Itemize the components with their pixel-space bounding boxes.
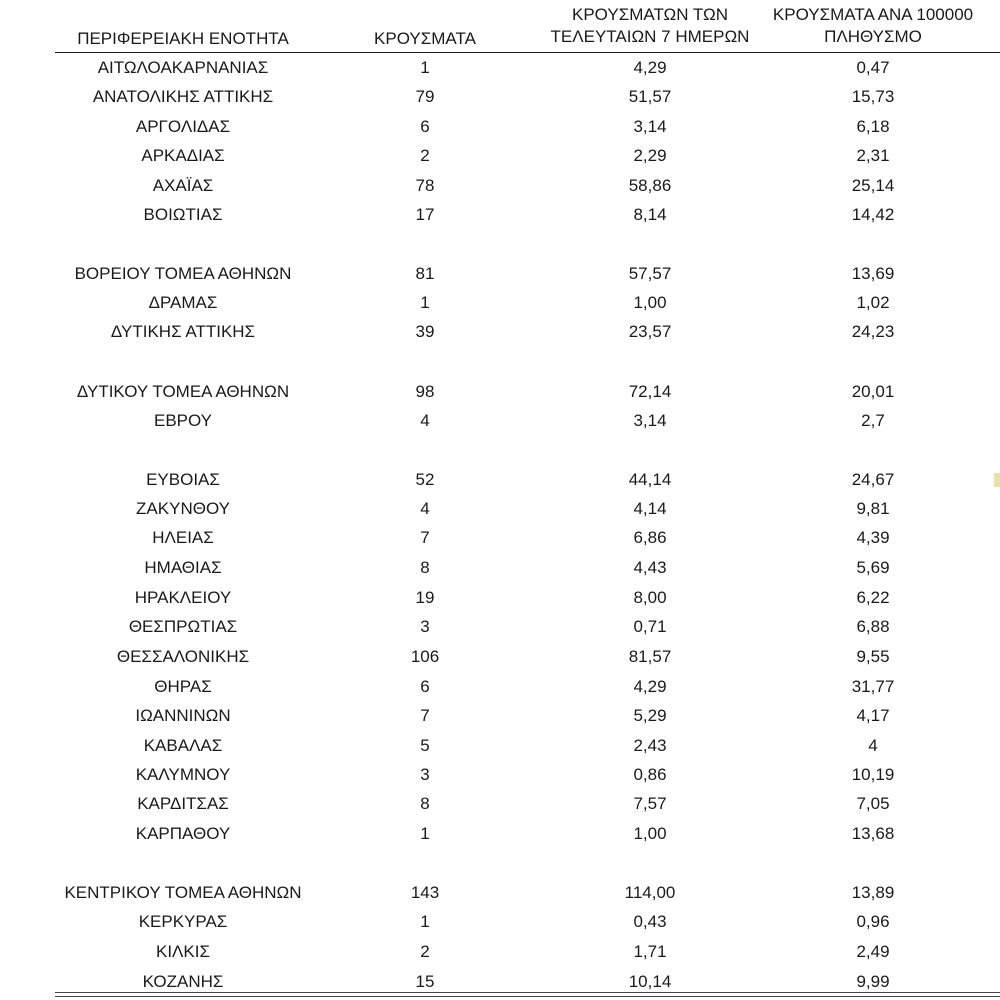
table-row: [0, 970, 1000, 994]
cases-7-days-cell: 1,00: [633, 293, 667, 312]
table-row: [0, 763, 1000, 787]
cases-7-days-cell: 51,57: [628, 87, 672, 106]
cases-7-days-cell: 23,57: [628, 322, 672, 341]
header-rule: [55, 52, 1000, 53]
cases-per-100000-cell: 14,42: [851, 205, 895, 224]
region-cell: ΚΑΒΑΛΑΣ: [143, 736, 223, 755]
cases-cell: 1: [420, 58, 430, 77]
cases-cell: 8: [420, 794, 430, 813]
cases-7-days-cell: 3,14: [633, 117, 667, 136]
cases-per-100000-cell: 7,05: [856, 794, 890, 813]
cases-7-days-cell: 4,43: [633, 558, 667, 577]
table-row: [0, 174, 1000, 198]
cases-7-days-cell: 58,86: [628, 176, 672, 195]
table-row: [0, 380, 1000, 404]
cases-7-days-cell: 4,14: [633, 499, 667, 518]
cases-per-100000-cell: 15,73: [851, 87, 895, 106]
cases-cell: 3: [420, 617, 430, 636]
table-row: [0, 291, 1000, 315]
cases-7-days-cell: 8,00: [633, 588, 667, 607]
table-row: [0, 115, 1000, 139]
cases-cell: 4: [420, 411, 430, 430]
header-cases-line: ΚΡΟΥΣΜΑΤΑ: [374, 29, 476, 48]
cases-cell: 78: [415, 176, 435, 195]
region-cell: ΚΕΡΚΥΡΑΣ: [138, 912, 228, 931]
cases-cell: 79: [415, 87, 435, 106]
cases-per-100000-cell: 9,55: [856, 647, 890, 666]
cases-cell: 1: [420, 293, 430, 312]
cases-per-100000-cell: 9,81: [856, 499, 890, 518]
cases-cell: 19: [415, 588, 435, 607]
cases-cell: 7: [420, 528, 430, 547]
table-row: [0, 645, 1000, 669]
region-cell: ΚΟΖΑΝΗΣ: [142, 972, 224, 991]
cases-per-100000-cell: 4,39: [856, 528, 890, 547]
cases-per-100000-cell: 2,7: [861, 411, 885, 430]
region-cell: ΑΡΓΟΛΙΔΑΣ: [135, 117, 231, 136]
region-cell: ΚΑΛΥΜΝΟΥ: [135, 765, 231, 784]
region-cell: ΘΕΣΣΑΛΟΝΙΚΗΣ: [116, 647, 250, 666]
table-row: [0, 675, 1000, 699]
table-row: [0, 822, 1000, 846]
region-cell: ΗΛΕΙΑΣ: [152, 528, 214, 547]
edge-highlight-mark: [994, 473, 1000, 487]
cases-per-100000-cell: 5,69: [856, 558, 890, 577]
region-cell: ΗΜΑΘΙΑΣ: [144, 558, 222, 577]
cases-per-100000-cell: 4: [868, 736, 878, 755]
cases-7-days-cell: 44,14: [628, 470, 672, 489]
footer-rule: [55, 992, 1000, 997]
header-cases-per-100000-line: ΚΡΟΥΣΜΑΤΑ ΑΝΑ 100000: [772, 5, 974, 24]
region-cell: ΕΥΒΟΙΑΣ: [146, 470, 220, 489]
table-row: [0, 704, 1000, 728]
region-cell: ΖΑΚΥΝΘΟΥ: [136, 499, 230, 518]
cases-7-days-cell: 2,43: [633, 736, 667, 755]
cases-7-days-cell: 57,57: [628, 264, 672, 283]
header-cases-7-days: [551, 4, 750, 48]
table-row: [0, 320, 1000, 344]
cases-per-100000-cell: 24,67: [851, 470, 895, 489]
header-cases-per-100000-line: ΠΛΗΘΥΣΜΟ: [824, 27, 922, 46]
cases-per-100000-cell: 13,89: [851, 883, 895, 902]
region-cell: ΕΒΡΟΥ: [153, 411, 213, 430]
cases-cell: 143: [410, 883, 440, 902]
header-region-line: ΠΕΡΙΦΕΡΕΙΑΚΗ ΕΝΟΤΗΤΑ: [77, 29, 289, 48]
cases-cell: 17: [415, 205, 435, 224]
cases-7-days-cell: 8,14: [633, 205, 667, 224]
region-cell: ΔΥΤΙΚΗΣ ΑΤΤΙΚΗΣ: [110, 322, 256, 341]
cases-cell: 5: [420, 736, 430, 755]
region-cell: ΗΡΑΚΛΕΙΟΥ: [134, 588, 232, 607]
cases-7-days-cell: 81,57: [628, 647, 672, 666]
cases-cell: 6: [420, 117, 430, 136]
cases-cell: 8: [420, 558, 430, 577]
cases-cell: 2: [420, 942, 430, 961]
cases-per-100000-cell: 0,96: [856, 912, 890, 931]
header-cases-per-100000: [773, 4, 973, 48]
table-row: [0, 526, 1000, 550]
cases-per-100000-cell: 6,88: [856, 617, 890, 636]
header-cases-7-days-line: ΤΕΛΕΥΤΑΙΩΝ 7 ΗΜΕΡΩΝ: [550, 27, 750, 46]
region-cell: ΒΟΙΩΤΙΑΣ: [143, 205, 223, 224]
table-row: [0, 409, 1000, 433]
cases-cell: 81: [415, 264, 435, 283]
cases-per-100000-cell: 2,31: [856, 146, 890, 165]
cases-per-100000-cell: 13,69: [851, 264, 895, 283]
table-row: [0, 468, 1000, 492]
table-row: [0, 203, 1000, 227]
table-row: [0, 85, 1000, 109]
region-cell: ΚΑΡΠΑΘΟΥ: [135, 824, 231, 843]
region-cell: ΚΕΝΤΡΙΚΟΥ ΤΟΜΕΑ ΑΘΗΝΩΝ: [64, 883, 302, 902]
cases-7-days-cell: 4,29: [633, 677, 667, 696]
cases-7-days-cell: 2,29: [633, 146, 667, 165]
cases-per-100000-cell: 13,68: [851, 824, 895, 843]
region-cell: ΘΕΣΠΡΩΤΙΑΣ: [128, 617, 238, 636]
region-cell: ΙΩΑΝΝΙΝΩΝ: [135, 706, 231, 725]
cases-cell: 2: [420, 146, 430, 165]
cases-per-100000-cell: 1,02: [856, 293, 890, 312]
cases-7-days-cell: 0,86: [633, 765, 667, 784]
cases-cell: 15: [415, 972, 435, 991]
cases-7-days-cell: 72,14: [628, 382, 672, 401]
cases-per-100000-cell: 6,18: [856, 117, 890, 136]
cases-per-100000-cell: 9,99: [856, 972, 890, 991]
cases-cell: 106: [410, 647, 440, 666]
table-row: [0, 910, 1000, 934]
cases-7-days-cell: 1,71: [633, 942, 667, 961]
region-cell: ΑΙΤΩΛΟΑΚΑΡΝΑΝΙΑΣ: [97, 58, 269, 77]
cases-cell: 1: [420, 824, 430, 843]
table-row: [0, 56, 1000, 80]
cases-per-100000-cell: 10,19: [851, 765, 895, 784]
cases-per-100000-cell: 20,01: [851, 382, 895, 401]
table-row: [0, 615, 1000, 639]
table-row: [0, 586, 1000, 610]
header-cases-7-days-line: ΚΡΟΥΣΜΑΤΩΝ ΤΩΝ: [572, 5, 728, 24]
table-row: [0, 881, 1000, 905]
table-row: [0, 792, 1000, 816]
cases-per-100000-cell: 0,47: [856, 58, 890, 77]
region-cell: ΑΧΑΪΑΣ: [152, 176, 214, 195]
cases-7-days-cell: 6,86: [633, 528, 667, 547]
cases-7-days-cell: 3,14: [633, 411, 667, 430]
cases-7-days-cell: 114,00: [624, 883, 676, 902]
header-region: [77, 28, 289, 50]
cases-cell: 6: [420, 677, 430, 696]
cases-per-100000-cell: 6,22: [856, 588, 890, 607]
region-cell: ΑΡΚΑΔΙΑΣ: [141, 146, 225, 165]
cases-cell: 98: [415, 382, 435, 401]
table-row: [0, 262, 1000, 286]
cases-per-100000-cell: 4,17: [856, 706, 890, 725]
table-row: [0, 734, 1000, 758]
region-cell: ΑΝΑΤΟΛΙΚΗΣ ΑΤΤΙΚΗΣ: [92, 87, 274, 106]
cases-cell: 52: [415, 470, 435, 489]
cases-per-100000-cell: 25,14: [851, 176, 895, 195]
cases-7-days-cell: 1,00: [633, 824, 667, 843]
cases-7-days-cell: 10,14: [628, 972, 672, 991]
cases-cell: 7: [420, 706, 430, 725]
table-row: [0, 940, 1000, 964]
region-cell: ΚΑΡΔΙΤΣΑΣ: [137, 794, 229, 813]
region-cell: ΚΙΛΚΙΣ: [156, 942, 210, 961]
cases-cell: 39: [415, 322, 435, 341]
header-cases: [374, 28, 476, 50]
cases-cell: 3: [420, 765, 430, 784]
region-cell: ΒΟΡΕΙΟΥ ΤΟΜΕΑ ΑΘΗΝΩΝ: [74, 264, 292, 283]
table-row: [0, 556, 1000, 580]
cases-per-100000-cell: 2,49: [856, 942, 890, 961]
cases-per-100000-cell: 24,23: [851, 322, 895, 341]
table-row: [0, 497, 1000, 521]
cases-7-days-cell: 0,43: [633, 912, 667, 931]
cases-cell: 1: [420, 912, 430, 931]
table-row: [0, 144, 1000, 168]
region-cell: ΘΗΡΑΣ: [154, 677, 212, 696]
cases-7-days-cell: 4,29: [633, 58, 667, 77]
cases-per-100000-cell: 31,77: [851, 677, 895, 696]
cases-7-days-cell: 5,29: [633, 706, 667, 725]
cases-7-days-cell: 0,71: [633, 617, 667, 636]
region-cell: ΔΡΑΜΑΣ: [148, 293, 218, 312]
region-cell: ΔΥΤΙΚΟΥ ΤΟΜΕΑ ΑΘΗΝΩΝ: [76, 382, 290, 401]
cases-7-days-cell: 7,57: [633, 794, 667, 813]
cases-cell: 4: [420, 499, 430, 518]
